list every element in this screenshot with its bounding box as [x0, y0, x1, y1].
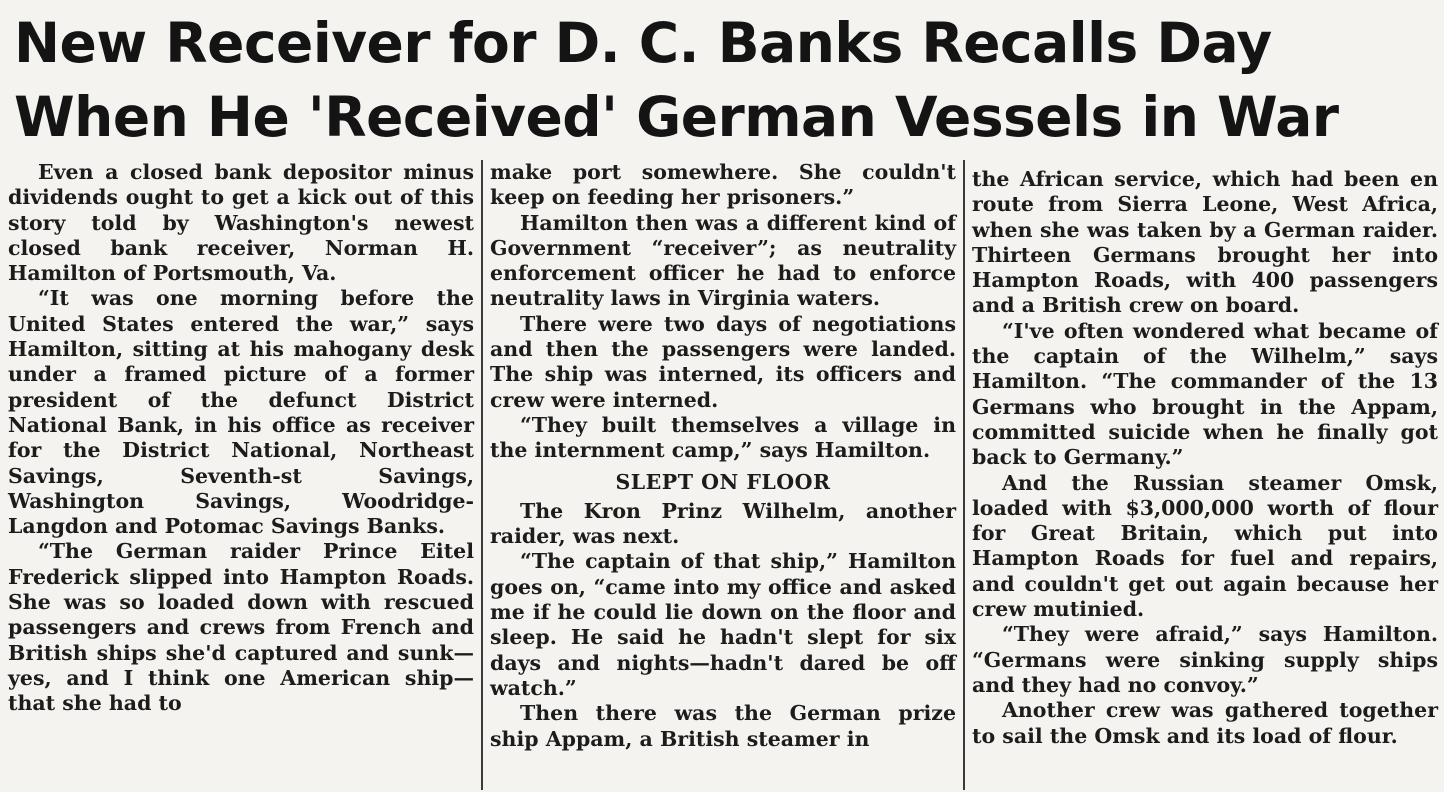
paragraph: There were two days of negotiations and then the passengers were landed. The ship was interned, its officers and crew were interned. — [490, 311, 956, 412]
headline — [14, 6, 1434, 154]
article-column-3 — [972, 167, 1438, 749]
paragraph: “I've often wondered what became of the captain of the Wilhelm,” says Hamilton. “The commander of the 13 Germans who brought in the Appam, committed suicide when he finally got back to Germany.” — [972, 318, 1438, 470]
column-rule-2 — [963, 160, 965, 790]
paragraph: Then there was the German prize ship Appam, a British steamer in — [490, 701, 956, 751]
column-rule-1 — [481, 160, 483, 790]
paragraph: “The German raider Prince Eitel Frederick slipped into Hampton Roads. She was so loaded down with rescued passengers and crews from French and British ships she'd captured and sunk—yes, and I think one American ship—that she had to — [8, 539, 474, 716]
paragraph: “It was one morning before the United States entered the war,” says Hamilton, sitting at his mahogany desk under a framed picture of a former president of the defunct District National Bank, in his office as receiver for the District National, Northeast Savings, Seventh-st Savings, Washington Savings, Woodridge-Langdon and Potomac Savings Banks. — [8, 286, 474, 539]
paragraph: make port somewhere. She couldn't keep on feeding her prisoners.” — [490, 160, 956, 210]
paragraph: Even a closed bank depositor minus dividends ought to get a kick out of this story told by Washington's newest closed bank receiver, Norman H. Hamilton of Portsmouth, Va. — [8, 160, 474, 286]
paragraph: The Kron Prinz Wilhelm, another raider, was next. — [490, 498, 956, 549]
paragraph: Hamilton then was a different kind of Government “receiver”; as neutrality enforcement officer he had to enforce neutrality laws in Virginia waters. — [490, 210, 956, 311]
headline-line-2: When He 'Received' German Vessels in War — [14, 85, 1339, 149]
paragraph: Another crew was gathered together to sail the Omsk and its load of flour. — [972, 698, 1438, 748]
subheading: SLEPT ON FLOOR — [615, 469, 831, 494]
article-column-2 — [490, 160, 956, 752]
paragraph: the African service, which had been en route from Sierra Leone, West Africa, when she was taken by a German raider. Thirteen Germans brought her into Hampton Roads, with 400 passengers and a British crew on board. — [972, 167, 1438, 318]
paragraph: And the Russian steamer Omsk, loaded with $3,000,000 worth of flour for Great Britain, which put into Hampton Roads for fuel and repairs, and couldn't get out again because her crew mutinied. — [972, 470, 1438, 622]
paragraph: “They were afraid,” says Hamilton. “Germans were sinking supply ships and they had no convoy.” — [972, 622, 1438, 697]
article-column-1 — [8, 160, 474, 717]
paragraph: “The captain of that ship,” Hamilton goes on, “came into my office and asked me if he could lie down on the floor and sleep. He said he hadn't slept for six days and nights—hadn't dared be off watch.” — [490, 549, 956, 700]
paragraph: “They built themselves a village in the internment camp,” says Hamilton. — [490, 412, 956, 463]
headline-line-1: New Receiver for D. C. Banks Recalls Day — [14, 11, 1272, 75]
